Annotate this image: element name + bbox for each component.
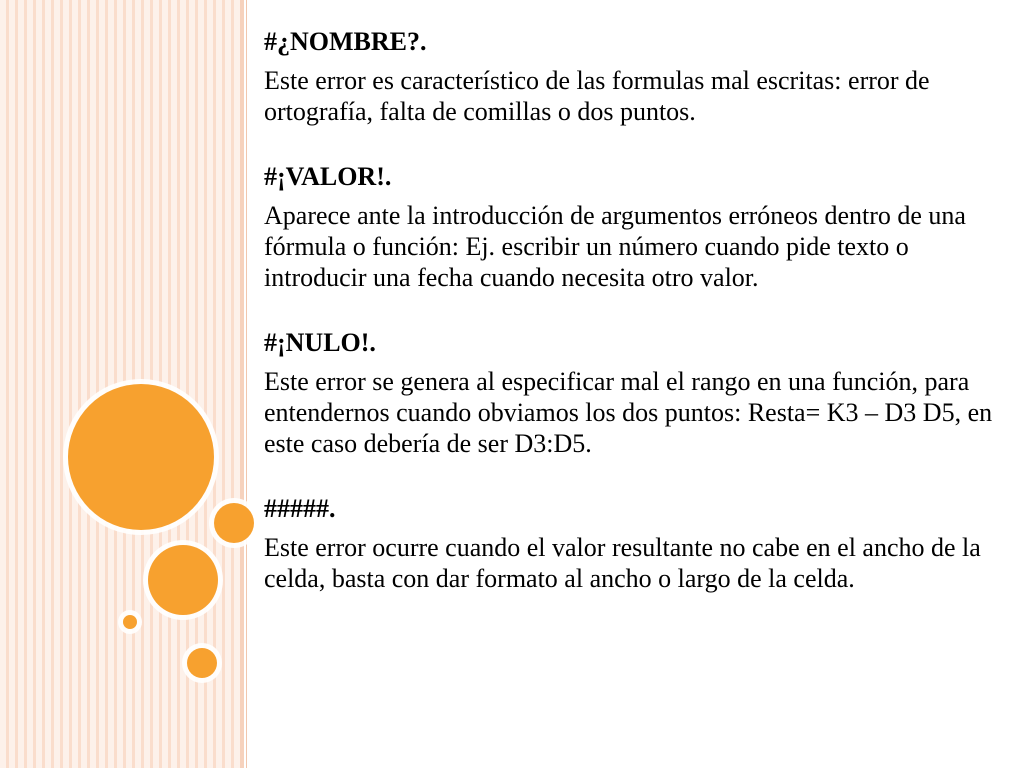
error-heading: #¿NOMBRE?. [264, 27, 427, 56]
error-description: Este error ocurre cuando el valor resultante no cabe en el ancho de la celda, basta con dar formato al ancho o largo de la celda. [264, 533, 981, 593]
slide-content [264, 26, 1008, 594]
orange-circle-tiny [123, 615, 137, 629]
error-description: Este error se genera al especificar mal el rango en una función, para entendernos cuando obviamos los dos puntos: Resta= K3 – D3 D5, en este caso debería de ser D3:D5. [264, 367, 993, 458]
sidebar-border [240, 0, 244, 768]
orange-circle-small [214, 503, 254, 543]
orange-circle-small-lower [187, 648, 217, 678]
error-section-valor [264, 161, 1008, 293]
orange-circle-large [68, 384, 214, 530]
error-section-hashes [264, 493, 1008, 594]
orange-circle-medium [148, 545, 218, 615]
error-description: Este error es característico de las formulas mal escritas: error de ortografía, falta de comillas o dos puntos. [264, 66, 930, 126]
error-description: Aparece ante la introducción de argumentos erróneos dentro de una fórmula o función: Ej. escribir un número cuando pide texto o introducir una fecha cuando necesita otro valor. [264, 201, 966, 292]
error-heading: #¡NULO!. [264, 328, 376, 357]
error-heading: #¡VALOR!. [264, 162, 392, 191]
error-section-nombre [264, 26, 1008, 127]
error-section-nulo [264, 327, 1008, 459]
sidebar-divider-line [246, 0, 247, 768]
error-heading: #####. [264, 494, 336, 523]
